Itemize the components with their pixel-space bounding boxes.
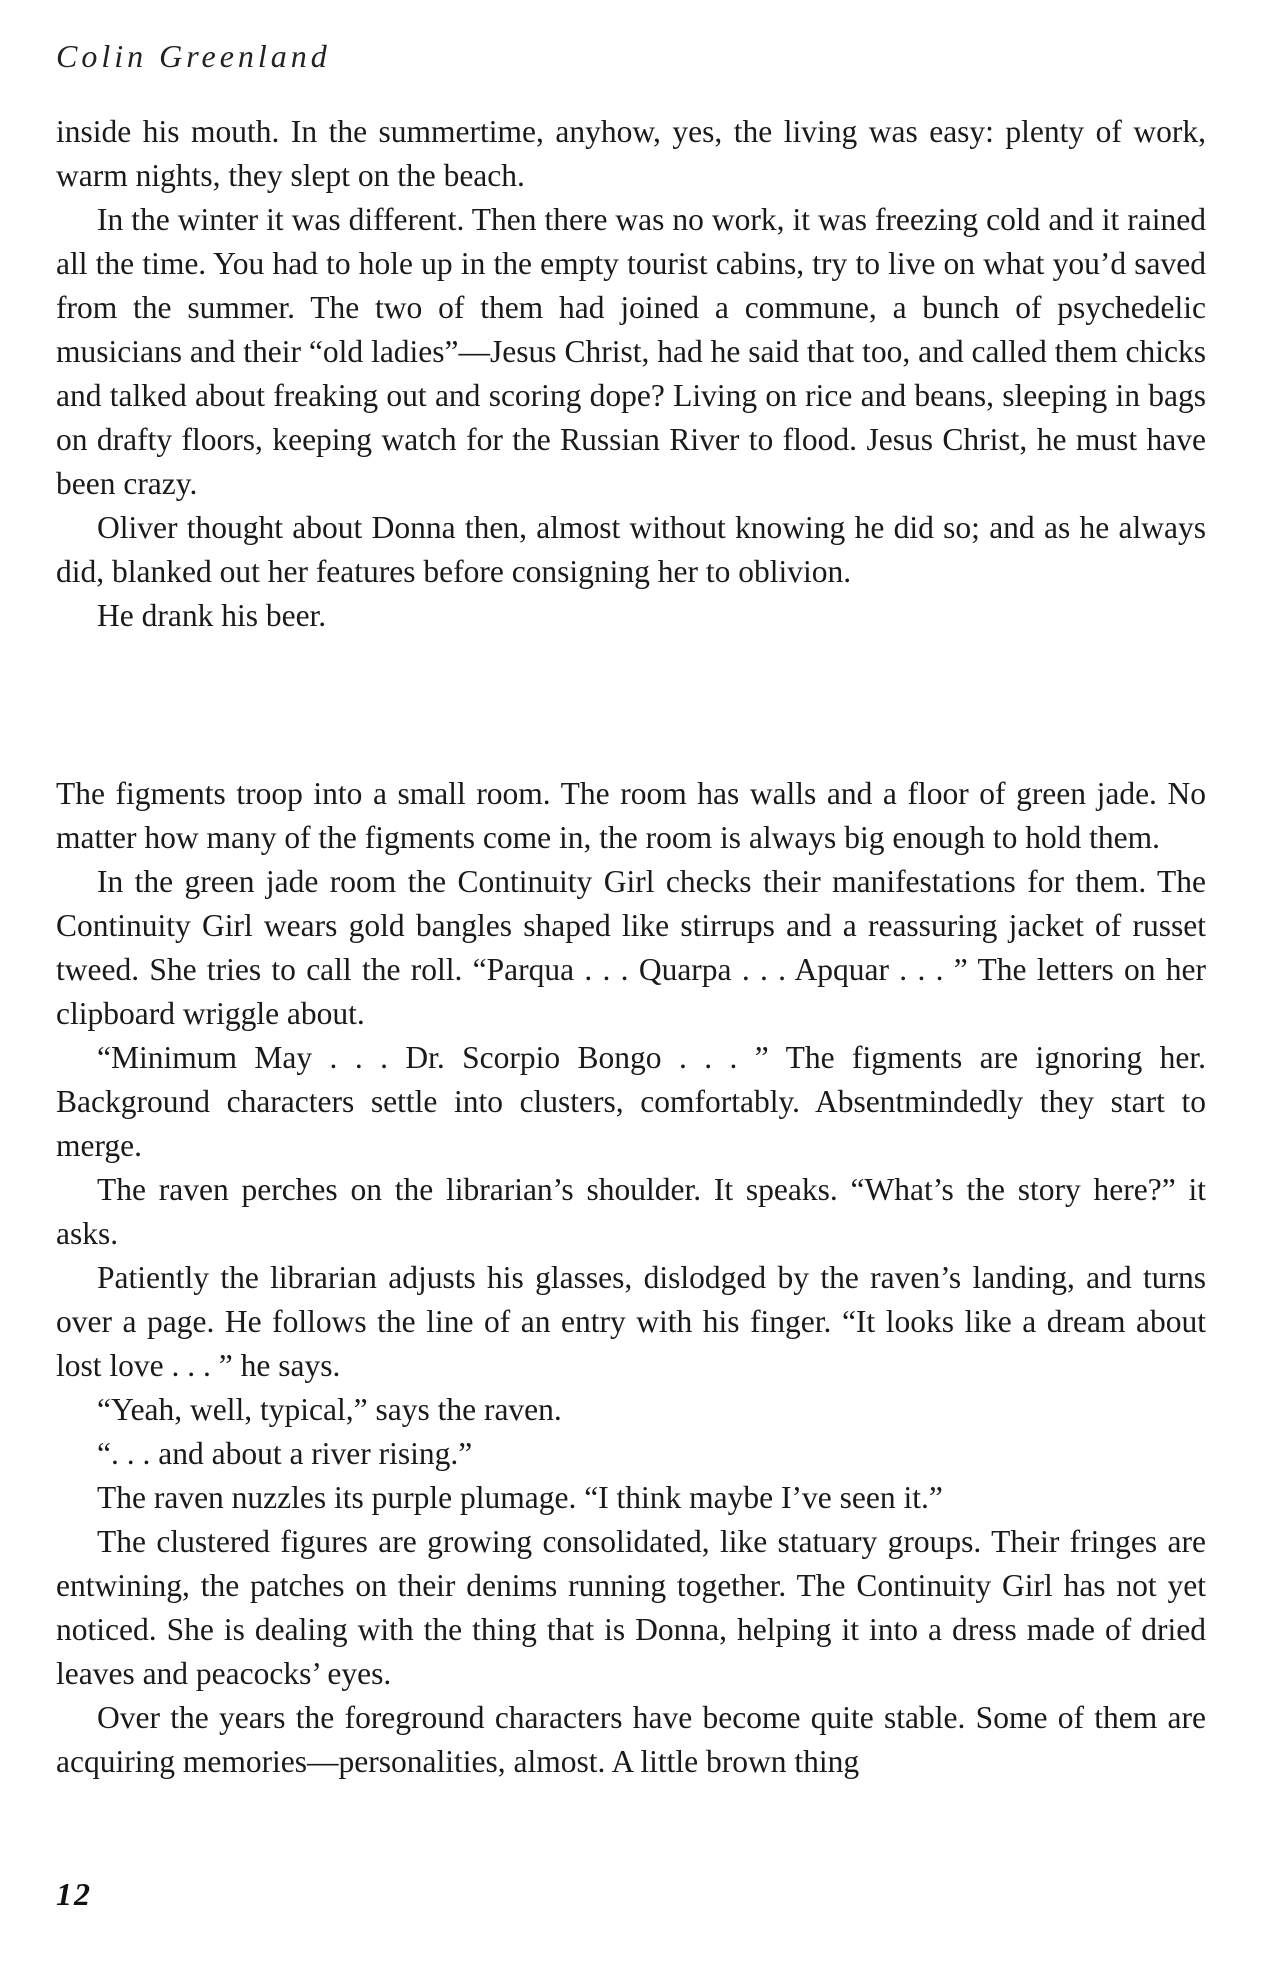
paragraph: In the green jade room the Continuity Girl checks their manifestations for them. The Continuity Girl wears gold bangles shaped like stirrups and a reassuring jacket of russet tweed. She tries to call the roll. “Parqua . . . Quarpa . . . Apquar . . . ” The letters on her clipboard wriggle about. — [56, 864, 1206, 1031]
paragraph: The raven perches on the librarian’s shoulder. It speaks. “What’s the story here?” it asks. — [56, 1172, 1206, 1251]
paragraph: “Minimum May . . . Dr. Scorpio Bongo . . . ” The figments are ignoring her. Background characters settle into clusters, comfortably. Absentmindedly they start to merge. — [56, 1040, 1206, 1163]
page-number: 12 — [56, 1876, 92, 1912]
paragraph: The figments troop into a small room. The room has walls and a floor of green jade. No matter how many of the figments come in, the room is always big enough to hold them. — [56, 776, 1206, 855]
running-head-author: Colin Greenland — [56, 38, 331, 74]
paragraph: The raven nuzzles its purple plumage. “I think maybe I’ve seen it.” — [97, 1480, 943, 1515]
text-section-2 — [56, 772, 1206, 1784]
paragraph: The clustered figures are growing consolidated, like statuary groups. Their fringes are entwining, the patches on their denims running together. The Continuity Girl has not yet noticed. She is dealing with the thing that is Donna, helping it into a dress made of dried leaves and peacocks’ eyes. — [56, 1524, 1206, 1691]
paragraph: In the winter it was different. Then there was no work, it was freezing cold and it rained all the time. You had to hole up in the empty tourist cabins, try to live on what you’d saved from the summer. The two of them had joined a commune, a bunch of psychedelic musicians and their “old ladies”—Jesus Christ, had he said that too, and called them chicks and talked about freaking out and scoring dope? Living on rice and beans, sleeping in bags on drafty floors, keeping watch for the Russian River to flood. Jesus Christ, he must have been crazy. — [56, 202, 1206, 501]
paragraph: inside his mouth. In the summertime, anyhow, yes, the living was easy: plenty of work, warm nights, they slept on the beach. — [56, 114, 1206, 193]
paragraph: He drank his beer. — [97, 598, 327, 633]
paragraph: Patiently the librarian adjusts his glasses, dislodged by the raven’s landing, and turns over a page. He follows the line of an entry with his finger. “It looks like a dream about lost love . . . ” he says. — [56, 1260, 1206, 1383]
text-section-1 — [56, 110, 1206, 638]
paragraph: Oliver thought about Donna then, almost without knowing he did so; and as he always did, blanked out her features before consigning her to oblivion. — [56, 510, 1206, 589]
paragraph: “Yeah, well, typical,” says the raven. — [97, 1392, 562, 1427]
paragraph: “. . . and about a river rising.” — [97, 1436, 473, 1471]
paragraph: Over the years the foreground characters have become quite stable. Some of them are acquiring memories—personalities, almost. A little brown thing — [56, 1700, 1206, 1779]
